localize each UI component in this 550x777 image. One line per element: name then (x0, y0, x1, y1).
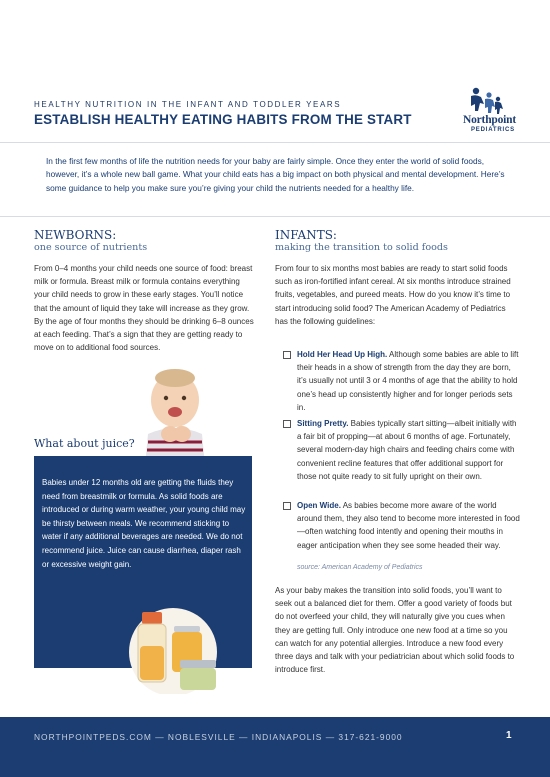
newborns-title: NEWBORNS: (34, 228, 117, 242)
guidelines-list (275, 348, 520, 568)
bullet-text: Sitting Pretty. Babies typically start sitting—albeit initially with a fair bit of propping—at about 6 months of age. Fortunately, several modern-day high chairs and feeding chairs come with convenient recline features that offer additional support for those not quite ready to sit fully upright on their own. (297, 419, 517, 481)
logo-subtitle: PEDIATRICS (471, 127, 515, 133)
source-citation: source: American Academy of Pediatrics (297, 564, 423, 571)
intro-divider (0, 216, 550, 217)
infants-subtitle: making the transition to solid foods (275, 242, 448, 253)
checkbox-square-icon (283, 420, 291, 428)
logo-wordmark: Northpoint (463, 114, 516, 126)
checkbox-square-icon (283, 502, 291, 510)
footer-bar (0, 717, 550, 777)
page-title: ESTABLISH HEALTHY EATING HABITS FROM THE START (34, 112, 412, 127)
northpoint-logo (440, 86, 522, 136)
intro-paragraph: In the first few months of life the nutrition needs for your baby are fairly simple. Once they enter the world of solid foods, however, it’s a whole new ball game. What your child eats has a big impact on both physical and mental development. Here’s some guidance to help you make sure you’re giving your child the nutrients needed for a healthy life. (46, 156, 505, 193)
baby-food-jars-photo (118, 604, 228, 694)
bullet-text: Hold Her Head Up High. Although some babies are able to lift their heads in a show of strength from the day they are born, it’s usually not until 3 or 4 months of age that the ability to hold one’s head up consistently higher and for longer periods sets in. (297, 350, 519, 412)
header-divider (0, 142, 550, 143)
infants-title: INFANTS: (275, 228, 337, 242)
infants-body: From four to six months most babies are ready to start solid foods such as iron-fortified infant cereal. At six months introduce strained fruits, vegetables, and pureed meats. How do you know it’s time to start introducing solid food? The American Academy of Pediatrics has the following guidelines: (275, 264, 511, 326)
newborns-body: From 0–4 months your child needs one source of food: breast milk or formula. Breast milk or formula contains everything your child needs to grow in these early stages. You’ll notice that the amount of liquid they take will increase as they grow. By the age of four months they should be drinking 6–8 ounces at each feeding. That’s a sign that they are getting ready to move on to additional food sources. (34, 264, 254, 353)
bullet-text: Open Wide. As babies become more aware of the world around them, they also tend to become more interested in food—often watching food intently and opening their mouths in eager anticipation when they see some headed their way. (297, 501, 520, 550)
juice-body: Babies under 12 months old are getting the fluids they need from breastmilk or formula. As solid foods are introduced or during warm weather, your young child may be thirsty between meals. We recommend sticking to water if any additional beverages are needed. We do not recommend juice. Juice can cause diarrhea, diaper rash or excessive weight gain. (42, 478, 246, 569)
newborns-subtitle: one source of nutrients (34, 242, 148, 253)
checkbox-square-icon (283, 351, 291, 359)
kicker-heading: HEALTHY NUTRITION IN THE INFANT AND TODDLER YEARS (34, 100, 342, 109)
juice-title: What about juice? (34, 437, 135, 450)
children-figures-icon (440, 86, 522, 116)
footer-contact: NORTHPOINTPEDS.COM — NOBLESVILLE — INDIANAPOLIS — 317-621-9000 (34, 732, 403, 742)
page-number: 1 (506, 730, 512, 741)
infants-closing: As your baby makes the transition into solid foods, you’ll want to seek out a balanced diet for them. Offer a good variety of foods but do not overfeed your child, they will naturally give you cues when they are getting full. Only introduce one new food at a time so you can watch for any potential allergies. Introduce a new food every three days and talk with your pediatrician about which solid foods to introduce first. (275, 586, 515, 675)
